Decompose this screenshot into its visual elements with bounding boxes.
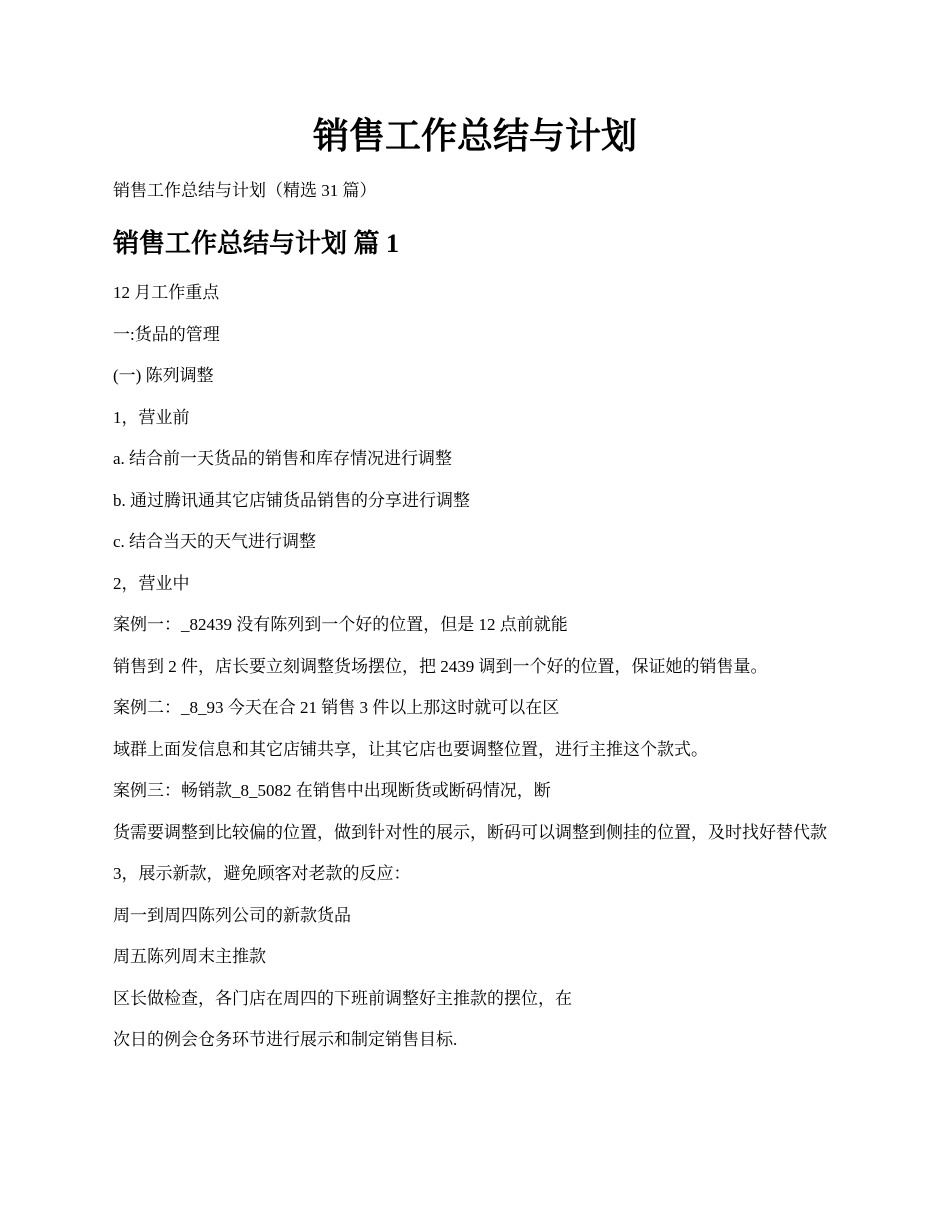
paragraph: 次日的例会仓务环节进行展示和制定销售目标. — [113, 1030, 458, 1049]
paragraph: 1，营业前 — [113, 407, 190, 427]
paragraph: 案例一：_82439 没有陈列到一个好的位置，但是 12 点前就能 — [113, 615, 568, 634]
paragraph: 2，营业中 — [113, 573, 190, 593]
paragraph: 周五陈列周末主推款 — [113, 947, 266, 966]
document-subtitle: 销售工作总结与计划（精选 31 篇） — [113, 181, 377, 200]
section-heading: 销售工作总结与计划 篇 1 — [113, 229, 400, 258]
document-body — [113, 282, 848, 1071]
paragraph: c. 结合当天的天气进行调整 — [113, 532, 317, 551]
paragraph: 域群上面发信息和其它店铺共享，让其它店也要调整位置，进行主推这个款式。 — [113, 739, 708, 759]
paragraph: 区长做检查，各门店在周四的下班前调整好主推款的摆位，在 — [113, 988, 572, 1008]
document-title: 销售工作总结与计划 — [312, 116, 637, 156]
paragraph: 一:货品的管理 — [113, 324, 220, 344]
paragraph: (一) 陈列调整 — [113, 366, 214, 385]
paragraph: 案例二：_8_93 今天在合 21 销售 3 件以上那这时就可以在区 — [113, 698, 560, 717]
paragraph: 货需要调整到比较偏的位置，做到针对性的展示，断码可以调整到侧挂的位置，及时找好替代款 — [113, 822, 827, 842]
paragraph: 12 月工作重点 — [113, 283, 220, 302]
paragraph: 案例三：畅销款_8_5082 在销售中出现断货或断码情况，断 — [113, 781, 551, 800]
paragraph: a. 结合前一天货品的销售和库存情况进行调整 — [113, 449, 453, 468]
paragraph: 周一到周四陈列公司的新款货品 — [113, 905, 351, 925]
paragraph: b. 通过腾讯通其它店铺货品销售的分享进行调整 — [113, 490, 470, 510]
paragraph: 3，展示新款，避免顾客对老款的反应： — [113, 864, 411, 883]
paragraph: 销售到 2 件，店长要立刻调整货场摆位，把 2439 调到一个好的位置，保证她的销售量。 — [113, 656, 768, 676]
